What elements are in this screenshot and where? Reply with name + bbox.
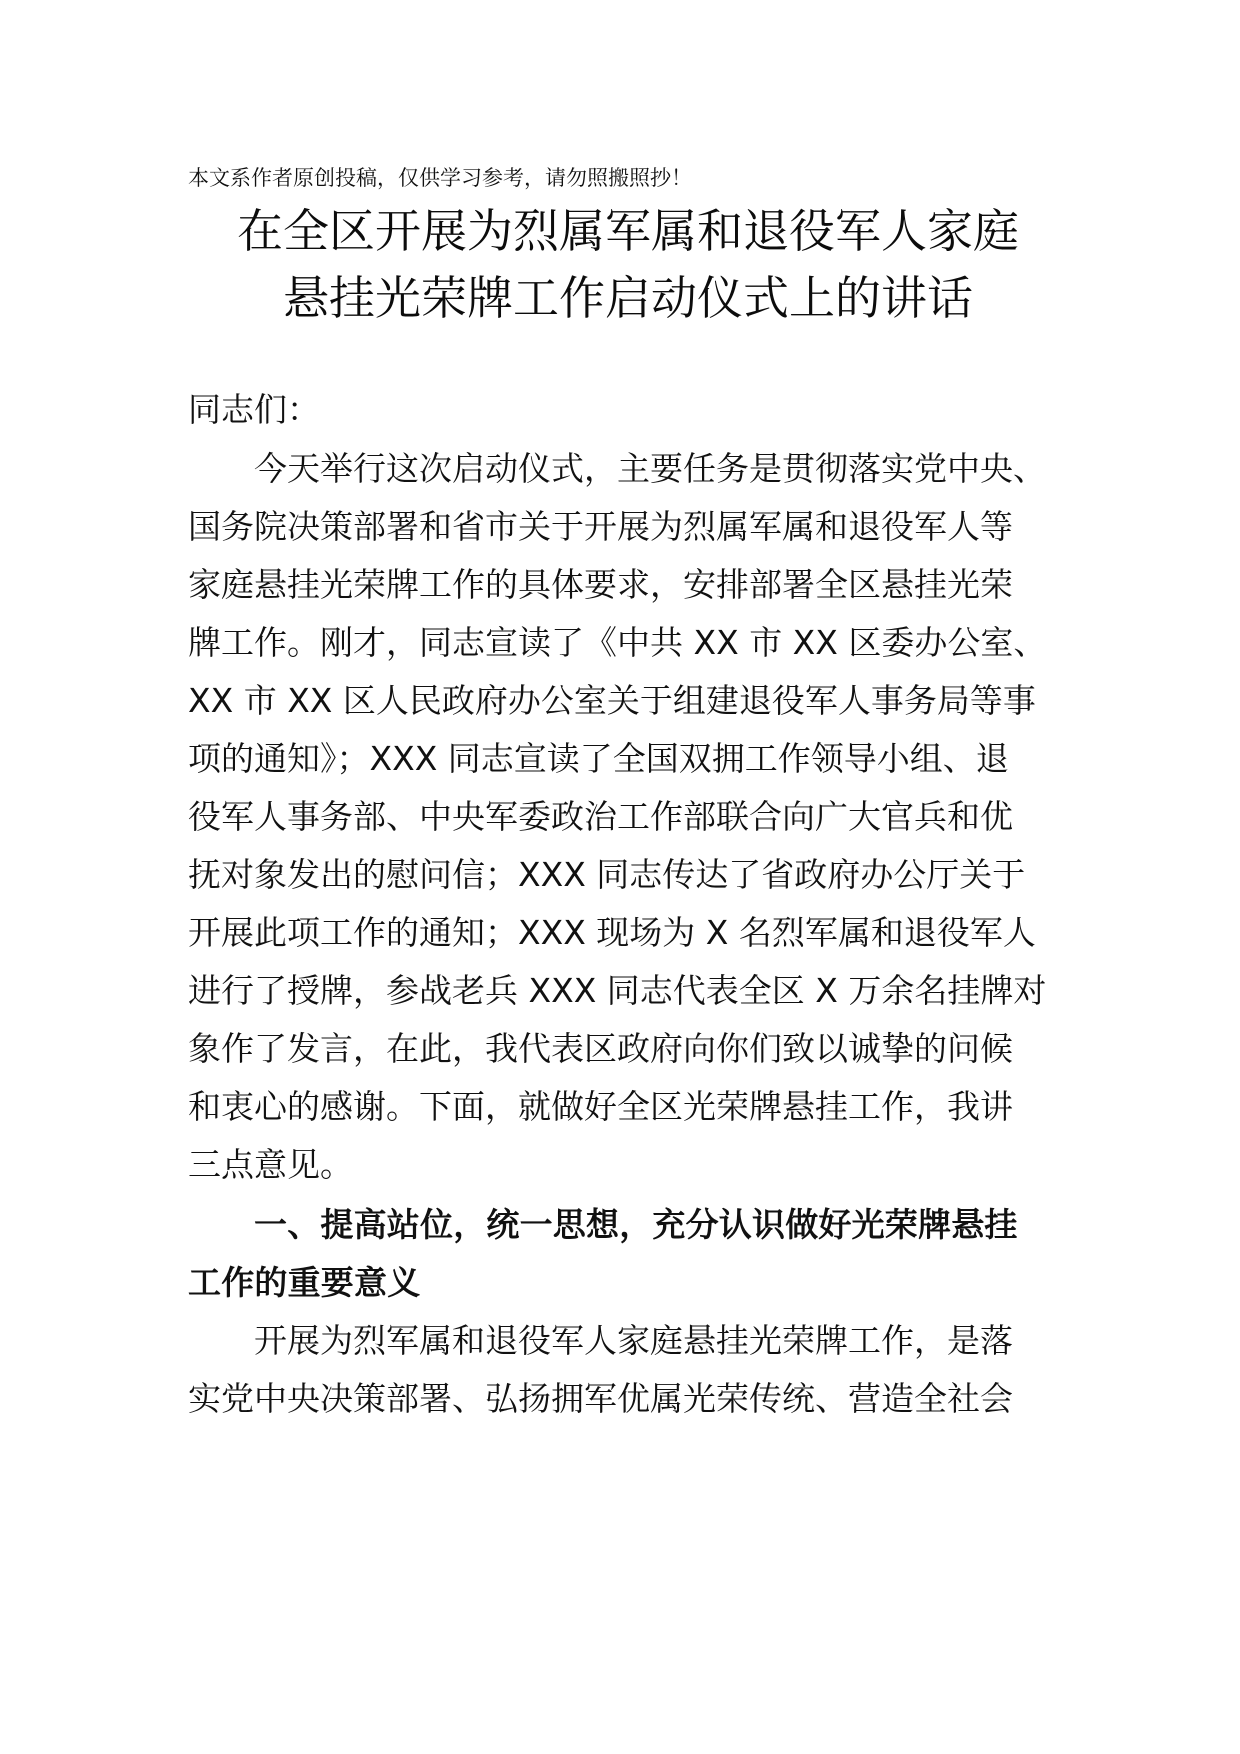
paragraph-line: 开展为烈军属和退役军人家庭悬挂光荣牌工作，是落 [254,1321,1013,1360]
copyright-notice: 本文系作者原创投稿，仅供学习参考，请勿照搬照抄！ [188,166,692,190]
section-heading-line: 工作的重要意义 [188,1263,421,1302]
paragraph-line: 国务院决策部署和省市关于开展为烈属军属和退役军人等 [188,507,1013,546]
paragraph-line: 项的通知》；XXX 同志宣读了全国双拥工作领导小组、退 [188,739,1009,778]
paragraph-line: 役军人事务部、中央军委政治工作部联合向广大官兵和优 [188,797,1013,836]
paragraph-line: 抚对象发出的慰问信；XXX 同志传达了省政府办公厅关于 [188,855,1026,894]
paragraph-line: 进行了授牌，参战老兵 XXX 同志代表全区 X 万余名挂牌对 [188,971,1047,1010]
document-title-line-1: 在全区开展为烈属军属和退役军人家庭 [237,204,1019,258]
paragraph-line: 家庭悬挂光荣牌工作的具体要求，安排部署全区悬挂光荣 [188,565,1013,604]
paragraph-line: 牌工作。刚才，同志宣读了《中共 XX 市 XX 区委办公室、 [188,623,1047,662]
paragraph-line: 和衷心的感谢。下面，就做好全区光荣牌悬挂工作，我讲 [188,1087,1013,1126]
paragraph-line: 三点意见。 [188,1145,353,1184]
document-title-line-2: 悬挂光荣牌工作启动仪式上的讲话 [283,271,973,325]
salutation: 同志们： [188,390,320,429]
paragraph-line: 象作了发言，在此，我代表区政府向你们致以诚挚的问候 [188,1029,1013,1068]
paragraph-line: 实党中央决策部署、弘扬拥军优属光荣传统、营造全社会 [188,1379,1013,1418]
paragraph-line: 开展此项工作的通知；XXX 现场为 X 名烈军属和退役军人 [188,913,1036,952]
paragraph-line: 今天举行这次启动仪式，主要任务是贯彻落实党中央、 [254,449,1046,488]
paragraph-line: XX 市 XX 区人民政府办公室关于组建退役军人事务局等事 [188,681,1036,720]
section-heading-line: 一、提高站位，统一思想，充分认识做好光荣牌悬挂 [254,1205,1018,1244]
